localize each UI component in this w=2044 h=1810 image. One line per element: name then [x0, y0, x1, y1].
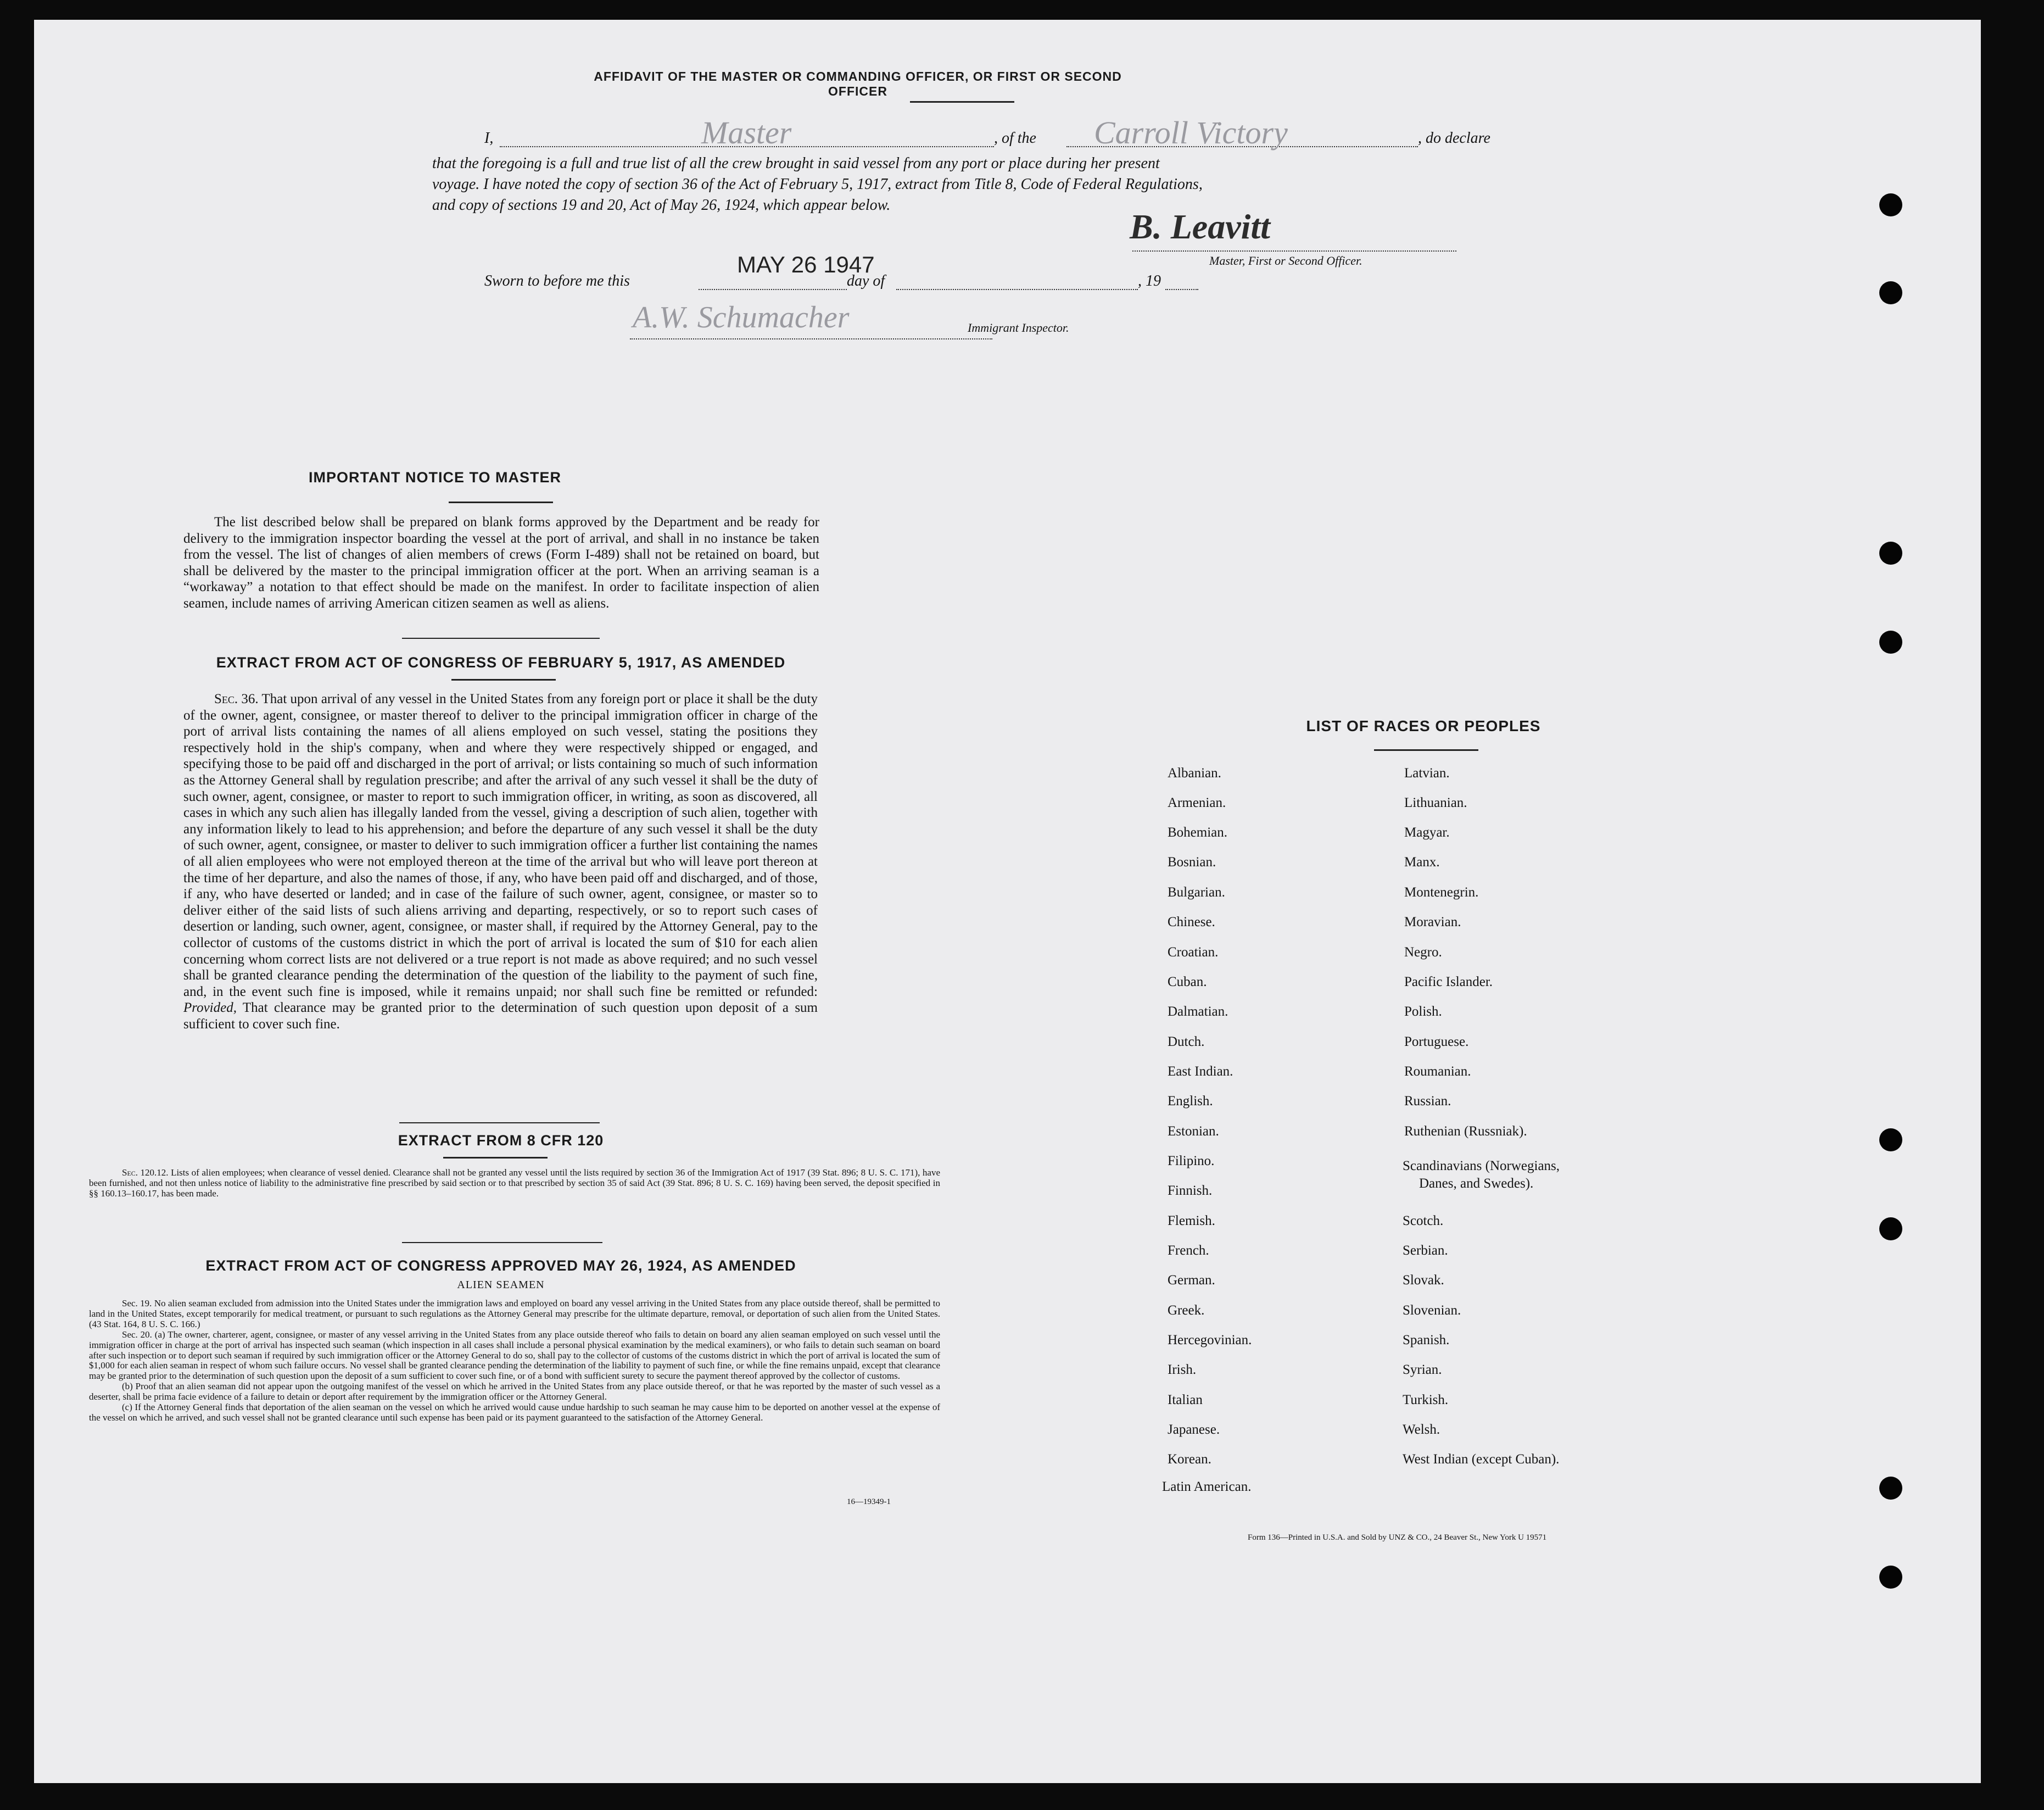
inspector-line: [630, 338, 992, 339]
race-right-20: Syrian.: [1403, 1362, 1442, 1377]
race-right-7: Negro.: [1404, 945, 1442, 960]
provided-word: Provided,: [183, 1000, 237, 1016]
race-right-15: Scotch.: [1403, 1213, 1444, 1228]
sec-20b-text: (b) Proof that an alien seaman did not appear upon the outgoing manifest of the vessel on which he arrived in the United States from any place outside thereof, or that he was reported by the master of such vessel as a deserter, shall be prima facie evidence of a failure to detain or deport after requirement by the immigration officer or the Attorney General.: [89, 1381, 940, 1402]
year-label: , 19: [1138, 272, 1161, 289]
notice-rule: [449, 502, 553, 503]
alien-seamen-subtitle: ALIEN SEAMEN: [457, 1279, 545, 1291]
inspector-caption: Immigrant Inspector.: [968, 321, 1069, 335]
race-right-3: Magyar.: [1404, 825, 1450, 840]
sworn-day-line: [699, 289, 847, 290]
date-stamp: MAY 26 1947: [737, 252, 875, 277]
race-left-21: Irish.: [1168, 1362, 1197, 1377]
punch-hole-7: [1879, 1477, 1902, 1500]
race-right-13: Ruthenian (Russniak).: [1404, 1124, 1527, 1139]
cfr-rule: [443, 1157, 548, 1159]
race-right-18: Slovenian.: [1403, 1303, 1461, 1318]
notice-end-rule: [402, 638, 600, 639]
punch-hole-6: [1879, 1217, 1902, 1240]
race-right-12: Russian.: [1404, 1094, 1451, 1109]
race-left-25: Latin American.: [1162, 1479, 1252, 1494]
race-left-6: Chinese.: [1168, 915, 1215, 929]
punch-hole-8: [1879, 1566, 1902, 1589]
year-line: [1165, 289, 1198, 290]
race-right-10: Portuguese.: [1404, 1034, 1469, 1049]
race-right-16: Serbian.: [1403, 1243, 1448, 1258]
race-left-7: Croatian.: [1168, 945, 1219, 960]
race-left-10: Dutch.: [1168, 1034, 1205, 1049]
race-left-13: Estonian.: [1168, 1124, 1219, 1139]
punch-hole-5: [1879, 1128, 1902, 1151]
race-left-18: German.: [1168, 1273, 1215, 1288]
cfr-text: [89, 1168, 940, 1199]
race-left-12: English.: [1168, 1094, 1213, 1109]
punch-hole-2: [1879, 281, 1902, 304]
race-left-4: Bosnian.: [1168, 855, 1216, 870]
race-right-22: Welsh.: [1403, 1422, 1440, 1437]
race-right-23: West Indian (except Cuban).: [1403, 1452, 1560, 1467]
cfr-section-text: Lists of alien employees; when clearance of vessel denied. Clearance shall not be granted any vessel until the lists required by section 36 of the Immigration Act of 1917 (39 Stat. 896; 8 U. S. C. 171), have been furnished, and not then unless notice of liability to the administrative fine prescribed by said section or to that prescribed by section 35 of said Act (39 Stat. 896; 8 U. S. C. 169) having been served, the deposit specified in §§ 160.13–160.17, has been made.: [89, 1167, 940, 1199]
signature-caption: Master, First or Second Officer.: [1209, 254, 1362, 268]
race-right-9: Polish.: [1404, 1004, 1442, 1019]
punch-hole-3: [1879, 542, 1902, 565]
affidavit-line-2: that the foregoing is a full and true list of all the crew brought in said vessel from any port or place during her present: [432, 155, 1160, 172]
section-36-text: That upon arrival of any vessel in the United States from any foreign port or place it shall be the duty of the owner, agent, consignee, or master thereof to deliver to the principal immigration officer in charge of the port of arrival lists containing the names of all aliens employed on such vessel, stating the positions they respectively hold in the ship's company, when and where they were respectively shipped or engaged, and specifying those to be paid off and discharged in the port of arrival; or lists containing so much of such information as the Attorney General shall by regulation prescribe; and after the arrival of any such vessel it shall be the duty of such owner, agent, consignee, or master to report to such immigration officer, in writing, as soon as discovered, all cases in which any such alien has illegally landed from the vessel, giving a description of such alien, together with any information likely to lead to his apprehension; and before the departure of any such vessel it shall be the duty of such owner, agent, consignee, or master to deliver to such immigration officer a further list containing the names of all alien employees who were not employed thereon at the time of the arrival but who will leave port thereon at the time of her departure, and also the names of those, if any, who have been paid off and discharged, and of those, if any, who have deserted or landed; and in case of the failure of such owner, agent, consignee, or master so to deliver either of the said lists of such aliens arriving and departing, respectively, or so to report such cases of desertion or landing, such owner, agent, consignee, or master shall, if required by the Attorney General, pay to the collector of customs of the customs district in which the port of arrival is located the sum of $10 for each alien concerning whom correct lists are not delivered or a true report is not made as above required; and no such vessel shall be granted clearance pending the determination of the question of the liability to the payment of such fine, and, in the event such fine is imposed, while it remains unpaid; nor shall such fine be remitted or refunded:: [183, 692, 818, 999]
of-the-label: , of the: [994, 130, 1036, 147]
races-title: LIST OF RACES OR PEOPLES: [1306, 717, 1541, 734]
race-left-23: Japanese.: [1168, 1422, 1220, 1437]
notice-title: IMPORTANT NOTICE TO MASTER: [309, 469, 561, 486]
punch-hole-4: [1879, 631, 1902, 654]
vessel-name-handwriting: Carroll Victory: [1094, 115, 1288, 151]
title-rule: [910, 101, 1014, 103]
i-label: I,: [484, 130, 494, 147]
form-footer: Form 136—Printed in U.S.A. and Sold by UNZ & CO., 24 Beaver St., New York U 19571: [1248, 1533, 1547, 1542]
race-right-8: Pacific Islander.: [1404, 974, 1493, 989]
document-page: [34, 20, 1981, 1783]
affidavit-title: AFFIDAVIT OF THE MASTER OR COMMANDING OFFICER, OR FIRST OR SECOND OFFICER: [594, 69, 1122, 98]
races-rule: [1374, 749, 1478, 751]
race-right-5: Montenegrin.: [1404, 885, 1479, 900]
extract-1917-rule: [451, 679, 556, 681]
punch-hole-1: [1879, 193, 1902, 216]
sec-19-text: Sec. 19. No alien seaman excluded from admission into the United States under the immigration laws and employed on board any vessel arriving in the United States from any place outside thereof, shall be permitted to land in the United States, except temporarily for medical treatment, or pursuant to such regulations as the Attorney General may prescribe for the ultimate departure, removal, or deportation of such alien from the United States. (43 Stat. 164, 8 U. S. C. 166.): [89, 1298, 940, 1329]
master-handwriting: Master: [701, 115, 792, 151]
sec-20a-text: Sec. 20. (a) The owner, charterer, agent, consignee, or master of any vessel arriving in the United States from any place outside thereof who fails to detain on board any alien seaman employed on such vessel until the immigration officer in charge at the port of arrival has inspected such seaman (which inspection in all cases shall include a personal physical examination by the medical examiners), or who fails to detain such seaman on board after such inspection or to deport such seaman if required by such immigration officer or the Attorney General to do so, shall pay to the collector of customs of the customs district in which the port of arrival is located the sum of $1,000 for each alien seaman in respect of whom such failure occurs. No vessel shall be granted clearance pending the determination of the liability to payment of such fine, or while the fine remains unpaid, except that clearance may be granted prior to the determination of such question upon the deposit of a sum sufficient to cover such fine, or of a bond with sufficient surety to secure the payment thereof approved by the collector of customs.: [89, 1329, 940, 1382]
section-36-label: Sec. 36.: [214, 692, 259, 706]
race-left-16: Flemish.: [1168, 1213, 1215, 1228]
race-left-2: Armenian.: [1168, 795, 1226, 810]
race-left-3: Bohemian.: [1168, 825, 1228, 840]
race-left-24: Korean.: [1168, 1452, 1211, 1467]
race-left-9: Dalmatian.: [1168, 1004, 1228, 1019]
race-left-19: Greek.: [1168, 1303, 1205, 1318]
signature-line: [1132, 250, 1456, 252]
extract-1924-title: EXTRACT FROM ACT OF CONGRESS APPROVED MAY 26, 1924, AS AMENDED: [205, 1257, 796, 1274]
race-left-8: Cuban.: [1168, 974, 1207, 989]
race-left-14: Filipino.: [1168, 1154, 1215, 1168]
inspector-signature: A.W. Schumacher: [633, 300, 850, 335]
print-code: 16—19349-1: [847, 1497, 891, 1506]
race-left-15: Finnish.: [1168, 1183, 1213, 1198]
extract-1917-title: EXTRACT FROM ACT OF CONGRESS OF FEBRUARY 5, 1917, AS AMENDED: [216, 654, 786, 671]
cfr-section-label: Sec. 120.12.: [122, 1167, 169, 1178]
declare-label: , do declare: [1418, 130, 1490, 147]
race-left-20: Hercegovinian.: [1168, 1333, 1252, 1347]
race-right-11: Roumanian.: [1404, 1064, 1471, 1079]
race-left-17: French.: [1168, 1243, 1209, 1258]
section-36-text-end: That clearance may be granted prior to the determination of such question upon deposit of a sum sufficient to cover such fine.: [183, 1000, 818, 1032]
extract-1917-text: [183, 691, 818, 1032]
race-right-17: Slovak.: [1403, 1273, 1444, 1288]
day-of-label: day of: [847, 272, 885, 289]
extract-1917-end-rule: [399, 1122, 600, 1123]
affidavit-line-4: and copy of sections 19 and 20, Act of May 26, 1924, which appear below.: [432, 197, 891, 214]
race-right-14b: Danes, and Swedes).: [1419, 1176, 1534, 1191]
race-right-14: Scandinavians (Norwegians,: [1403, 1159, 1560, 1173]
race-left-22: Italian: [1168, 1393, 1203, 1407]
race-left-11: East Indian.: [1168, 1064, 1233, 1079]
sec-20c-text: (c) If the Attorney General finds that deportation of the alien seaman on the vessel on which he arrived would cause undue hardship to such seaman he may cause him to be deported on another vessel at the expense of the vessel on which he arrived, and such vessel shall not be granted clearance until such expense has been paid or its payment guaranteed to the satisfaction of the Attorney General.: [89, 1402, 940, 1423]
race-right-1: Latvian.: [1404, 766, 1450, 781]
race-right-6: Moravian.: [1404, 915, 1461, 929]
race-right-21: Turkish.: [1403, 1393, 1449, 1407]
race-right-19: Spanish.: [1403, 1333, 1450, 1347]
race-right-4: Manx.: [1404, 855, 1440, 870]
extract-1924-text: [89, 1299, 940, 1423]
cfr-title: EXTRACT FROM 8 CFR 120: [398, 1132, 604, 1149]
affidavit-line-3: voyage. I have noted the copy of section 36 of the Act of February 5, 1917, extract from Title 8, Code of Federal Regulations,: [432, 176, 1203, 193]
notice-text: The list described below shall be prepared on blank forms approved by the Department and be ready for delivery to the immigration inspector boarding the vessel at the port of arrival, and shall in no instance be taken from the vessel. The list of changes of alien members of crews (Form I-489) shall not be retained on board, but shall be delivered by the master to the principal immigration officer at the port. When an arriving seaman is a “workaway” a notation to that effect should be made on the manifest. In order to facilitate inspection of alien seamen, include names of arriving American citizen seamen as well as aliens.: [183, 515, 819, 611]
sworn-label: Sworn to before me this: [484, 272, 630, 289]
race-right-2: Lithuanian.: [1404, 795, 1467, 810]
cfr-end-rule: [402, 1242, 602, 1243]
master-signature: B. Leavitt: [1130, 207, 1270, 246]
month-line: [896, 289, 1138, 290]
race-left-5: Bulgarian.: [1168, 885, 1225, 900]
race-left-1: Albanian.: [1168, 766, 1221, 781]
